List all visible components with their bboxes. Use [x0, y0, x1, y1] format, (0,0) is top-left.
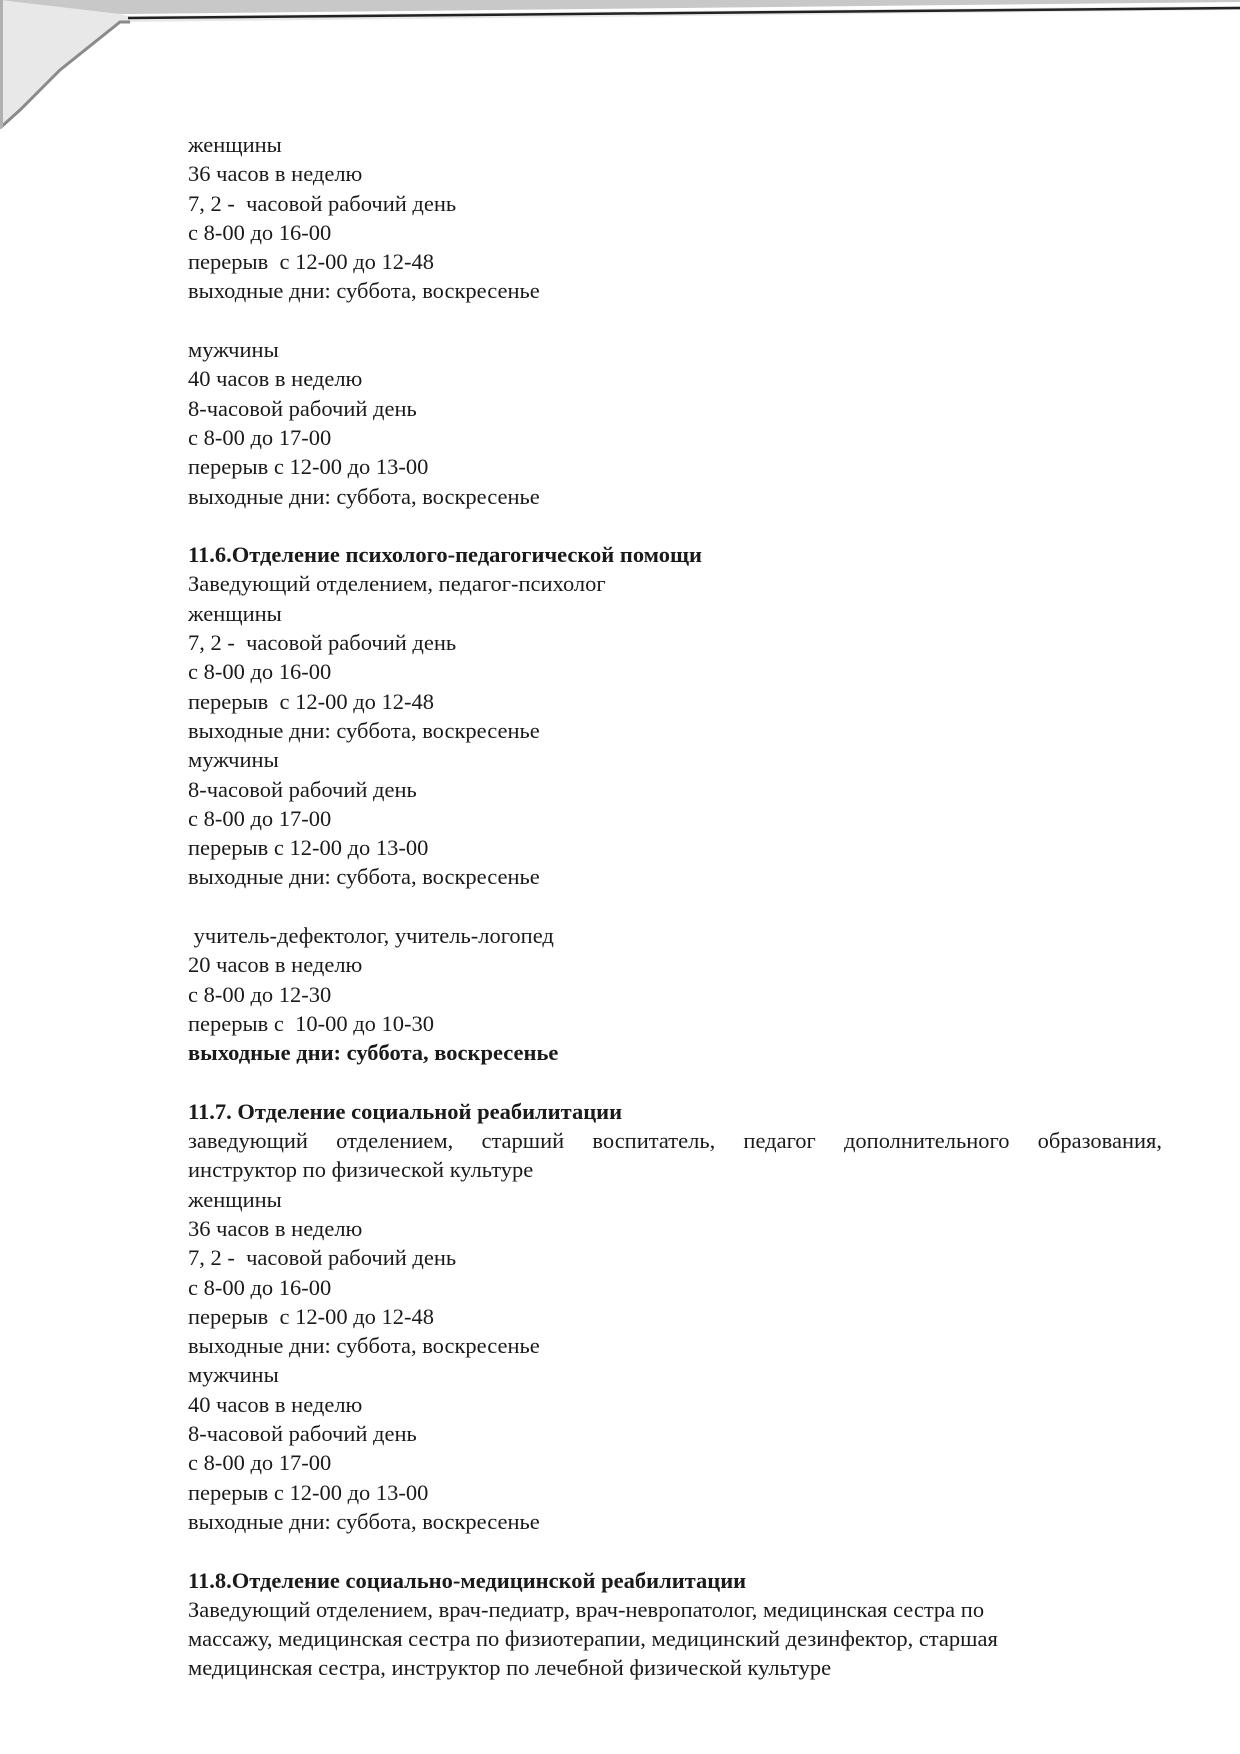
text-line: выходные дни: суббота, воскресенье	[188, 1333, 540, 1359]
text-line: перерыв с 10-00 до 10-30	[188, 1010, 435, 1036]
text-line: 8-часовой рабочий день	[188, 1421, 417, 1447]
text-line: мужчины	[188, 747, 279, 773]
text-line: 36 часов в неделю	[188, 161, 363, 187]
text-line: 20 часов в неделю	[188, 952, 363, 978]
scan-border-artifact	[0, 0, 1240, 140]
text-line: 40 часов в неделю	[188, 366, 363, 392]
text-line: с 8-00 до 17-00	[188, 805, 332, 831]
text-line: выходные дни: суббота, воскресенье	[188, 717, 540, 743]
blank-line	[188, 306, 1162, 335]
section-heading: 11.6.Отделение психолого-педагогической помощи	[188, 542, 702, 568]
text-line: перерыв с 12-00 до 13-00	[188, 835, 429, 861]
text-line: 7, 2 - часовой рабочий день	[188, 190, 457, 216]
text-line: выходные дни: суббота, воскресенье	[188, 483, 540, 509]
text-line: перерыв с 12-00 до 12-48	[188, 249, 435, 275]
text-line: с 8-00 до 12-30	[188, 981, 332, 1007]
text-line: выходные дни: суббота, воскресенье	[188, 278, 540, 304]
blank-line	[188, 511, 1162, 540]
text-line: выходные дни: суббота, воскресенье	[188, 864, 540, 890]
text-line: перерыв с 12-00 до 12-48	[188, 1303, 435, 1329]
text-line: инструктор по физической культуре	[188, 1157, 534, 1183]
text-line: с 8-00 до 16-00	[188, 219, 332, 245]
text-line: учитель-дефектолог, учитель-логопед	[188, 923, 554, 949]
text-line: перерыв с 12-00 до 12-48	[188, 688, 435, 714]
text-line: перерыв с 12-00 до 13-00	[188, 454, 429, 480]
blank-line	[188, 1536, 1162, 1565]
text-line: женщины	[188, 600, 282, 626]
text-line: с 8-00 до 16-00	[188, 1274, 332, 1300]
text-line: 7, 2 - часовой рабочий день	[188, 1245, 457, 1271]
section-heading: 11.7. Отделение социальной реабилитации	[188, 1098, 623, 1124]
text-line: медицинская сестра, инструктор по лечебной физической культуре	[188, 1655, 832, 1681]
text-line: с 8-00 до 16-00	[188, 659, 332, 685]
text-line: Заведующий отделением, педагог-психолог	[188, 571, 606, 597]
blank-line	[188, 1068, 1162, 1097]
text-line: женщины	[188, 1186, 282, 1212]
text-line: выходные дни: суббота, воскресенье	[188, 1508, 540, 1534]
text-line: перерыв с 12-00 до 13-00	[188, 1479, 429, 1505]
text-line: 8-часовой рабочий день	[188, 776, 417, 802]
text-line: 36 часов в неделю	[188, 1215, 363, 1241]
text-line: 40 часов в неделю	[188, 1391, 363, 1417]
text-line: с 8-00 до 17-00	[188, 424, 332, 450]
text-line: 8-часовой рабочий день	[188, 395, 417, 421]
text-line: массажу, медицинская сестра по физиотерапии, медицинский дезинфектор, старшая	[188, 1626, 998, 1652]
document-page	[188, 130, 1162, 1683]
text-line: мужчины	[188, 337, 279, 363]
text-line: Заведующий отделением, врач-педиатр, врач-невропатолог, медицинская сестра по	[188, 1596, 985, 1622]
section-heading: 11.8.Отделение социально-медицинской реабилитации	[188, 1567, 747, 1593]
justified-text-line: заведующий отделением, старший воспитатель, педагог дополнительного образования,	[188, 1128, 1162, 1154]
bold-text-line: выходные дни: суббота, воскресенье	[188, 1040, 559, 1066]
text-line: 7, 2 - часовой рабочий день	[188, 630, 457, 656]
text-line: с 8-00 до 17-00	[188, 1450, 332, 1476]
blank-line	[188, 892, 1162, 921]
text-line: женщины	[188, 132, 282, 157]
text-line: мужчины	[188, 1362, 279, 1388]
